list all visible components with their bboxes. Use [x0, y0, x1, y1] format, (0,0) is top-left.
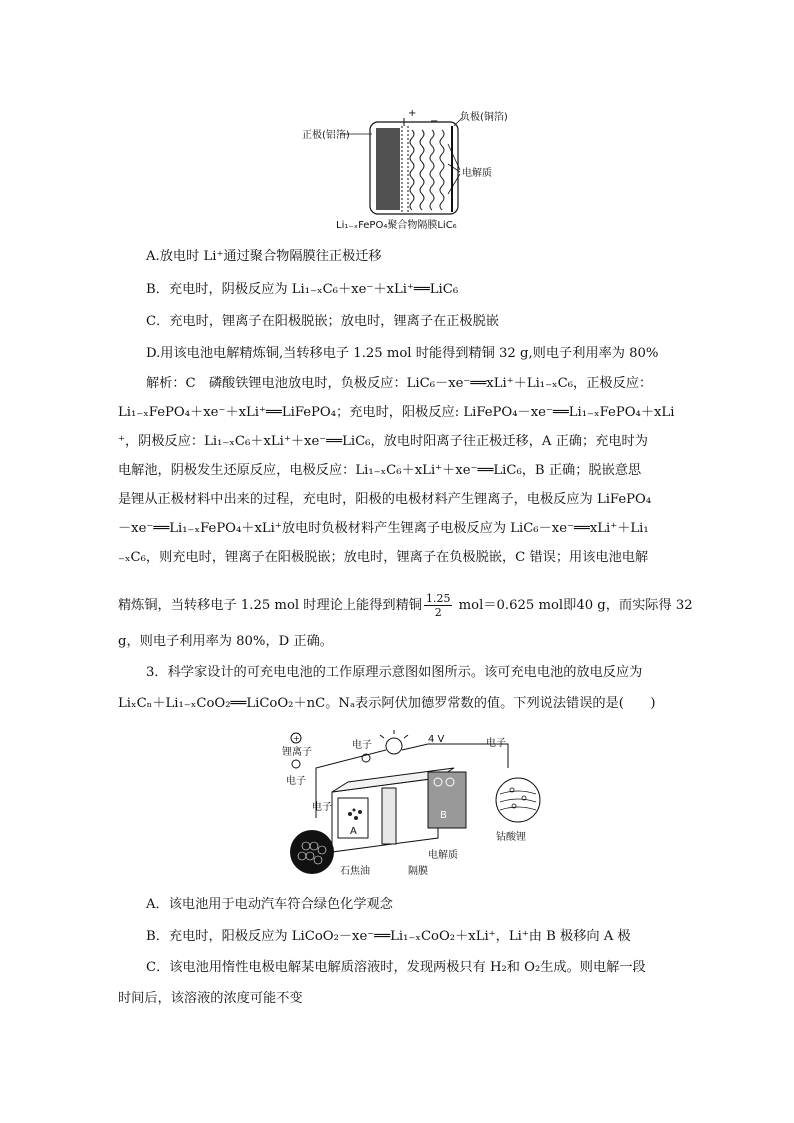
minus-sign: − [430, 116, 439, 127]
analysis-line-9: g，则电子利用率为 80%，D 正确。 [118, 634, 333, 649]
voltage-label: 4 V [428, 734, 445, 745]
q3-option-c-line-1: C．该电池用惰性电极电解某电解质溶液时，发现两极只有 H₂和 O₂生成。则电解一段 [146, 960, 646, 975]
label-positive: 正极(铝箔) [302, 130, 350, 141]
cathode-particles [376, 128, 400, 210]
analysis-line-6: －xe⁻══Li₁₋ₓFePO₄＋xLi⁺放电时负极材料产生锂离子电极反应为 LiC₆－xe⁻══xLi⁺＋Li₁ [118, 521, 649, 536]
q2-option-c: C．充电时，锂离子在阳极脱嵌；放电时，锂离子在正极脱嵌 [146, 314, 499, 329]
label-bottom: Li₁₋ₓFePO₄聚合物隔膜LiC₆ [336, 220, 457, 231]
analysis-line-8 [118, 592, 693, 619]
analysis-line-2: Li₁₋ₓFePO₄＋xe⁻＋xLi⁺══LiFePO₄；充电时，阳极反应: LiFePO₄－xe⁻══Li₁₋ₓFePO₄＋xLi [118, 405, 675, 420]
electrode-b-label: B [440, 810, 447, 821]
svg-text:+: + [293, 734, 300, 743]
q2-option-a: A.放电时 Li⁺通过聚合物隔膜往正极迁移 [146, 249, 382, 264]
q3-stem-1: 3．科学家设计的可充电电池的工作原理示意图如图所示。该可充电电池的放电反应为 [146, 665, 643, 680]
analysis-line-5: 是锂从正极材料中出来的过程，充电时，阳极的电极材料产生锂离子，电极反应为 LiFePO₄ [118, 492, 652, 507]
q3-option-c-line-2: 时间后，该溶液的浓度可能不变 [118, 991, 303, 1006]
electron-right-label: 电子 [486, 738, 506, 749]
analysis-line-3: ⁺，阴极反应：Li₁₋ₓC₆＋xLi⁺＋xe⁻══LiC₆，放电时阳离子往正极迁移，A 正确；充电时为 [118, 434, 648, 449]
electrolyte-label: 电解质 [428, 850, 458, 861]
q3-option-a: A．该电池用于电动汽车符合绿色化学观念 [146, 897, 393, 912]
battery-diagram-2 [278, 728, 543, 878]
fraction-denominator: 2 [434, 606, 442, 619]
label-electrolyte: 电解质 [462, 168, 492, 179]
separator-label: 隔膜 [408, 866, 428, 877]
label-negative: 负极(铜箔) [460, 112, 508, 123]
analysis-line-7: ₋ₓC₆，则充电时，锂离子在阳极脱嵌；放电时，锂离子在负极脱嵌，C 错误；用该电池电解 [118, 550, 649, 565]
plus-sign: + [408, 108, 417, 119]
analysis-line-8-post: mol＝0.625 mol即40 g，而实际得 32 [454, 598, 693, 613]
anode-layers [410, 130, 444, 210]
electrode-a-label: A [350, 826, 357, 837]
q3-option-b: B．充电时，阳极反应为 LiCoO₂－xe⁻══Li₁₋ₓCoO₂＋xLi⁺，Li⁺由 B 极移向 A 极 [146, 929, 631, 944]
electron-top-label: 电子 [352, 740, 372, 751]
li-ion-label: 锂离子 [282, 747, 312, 758]
analysis-line-1: 解析：C 磷酸铁锂电池放电时，负极反应：LiC₆－xe⁻══xLi⁺＋Li₁₋ₓC₆，正极反应： [146, 376, 653, 391]
q2-option-b: B．充电时，阴极反应为 Li₁₋ₓC₆＋xe⁻＋xLi⁺══LiC₆ [146, 282, 459, 297]
q2-option-d: D.用该电池电解精炼铜,当转移电子 1.25 mol 时能得到精铜 32 g,则电子利用率为 80% [146, 346, 659, 361]
analysis-line-4: 电解池，阴极发生还原反应，电极反应：Li₁₋ₓC₆＋xLi⁺＋xe⁻══LiC₆，B 正确；脱嵌意思 [118, 463, 642, 478]
electron-mid-label: 电子 [312, 802, 332, 813]
fraction-numerator: 1.25 [425, 592, 451, 605]
fraction [424, 592, 453, 619]
electron-left-label: 电子 [286, 776, 306, 787]
graphite-label: 石焦油 [340, 866, 370, 877]
battery-diagram-1 [300, 104, 530, 234]
q3-stem-2: LiₓCₙ＋Li₁₋ₓCoO₂══LiCoO₂＋nC。Nₐ表示阿伏加德罗常数的值。下列说法错误的是( ) [118, 696, 656, 711]
analysis-line-8-pre: 精炼铜，当转移电子 1.25 mol 时理论上能得到精铜 [118, 598, 422, 613]
cobalt-label: 钴酸锂 [496, 832, 526, 843]
